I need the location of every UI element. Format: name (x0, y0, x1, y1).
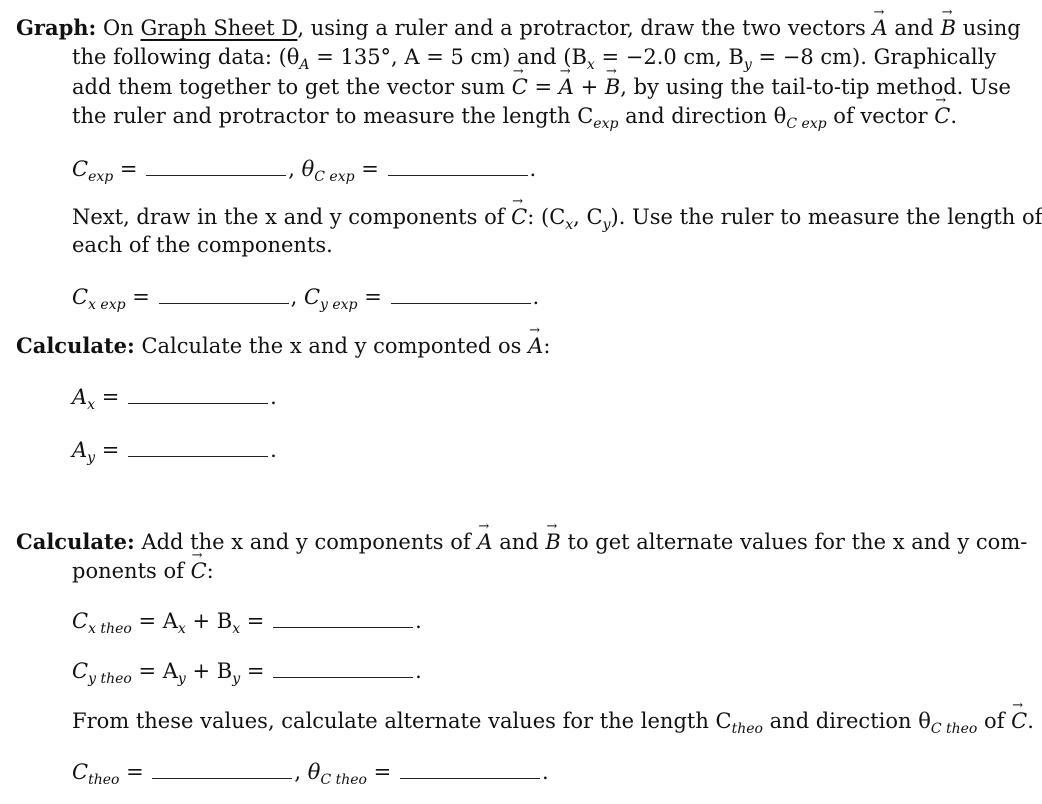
rhs-ay: = A (138, 659, 178, 683)
text-each-component: each of the components. (72, 233, 333, 257)
ax-answer-field[interactable] (128, 383, 268, 404)
sub-x: x (232, 621, 241, 637)
answer-row-ax (72, 382, 277, 412)
eq: = (101, 385, 120, 409)
calculate-label: Calculate: (16, 333, 135, 358)
data-magnitude: = 135°, A = 5 cm) and (B (309, 45, 587, 69)
answer-row-components-exp (72, 282, 539, 312)
sub-x-exp: x exp (88, 297, 126, 313)
sub-a: A (299, 57, 310, 73)
cx-theo-answer-field[interactable] (273, 607, 413, 628)
data-bx: = −2.0 cm, B (594, 45, 744, 69)
colon: : (206, 559, 214, 583)
text-direction: and direction θ (618, 104, 787, 128)
vector-b: B → (941, 13, 956, 43)
eq: = (364, 285, 382, 309)
c-label: C (72, 609, 89, 633)
sub-theo: theo (731, 721, 763, 737)
text-on: On (103, 16, 134, 40)
vector-b: B → (545, 527, 560, 557)
eq: = (119, 157, 138, 181)
c-theo-answer-field[interactable] (152, 758, 292, 779)
c-label: C (72, 285, 89, 309)
theta-label: θ (307, 760, 321, 784)
answer-row-c-exp (72, 154, 536, 184)
vector-c: C → (1011, 706, 1027, 736)
rhs-ax: = A (138, 609, 178, 633)
sub-y: y (743, 57, 752, 73)
vector-b: B → (605, 72, 620, 102)
eq: = (373, 760, 392, 784)
vector-a: A → (559, 72, 574, 102)
graph-instruction-line-2 (72, 42, 996, 72)
text-measure: the ruler and protractor to measure the length C (72, 104, 594, 128)
calculate-a-components (16, 331, 550, 361)
sub-x: x (177, 621, 186, 637)
period: . (541, 760, 549, 784)
text-cy: , C (573, 205, 603, 229)
sub-y: y (177, 671, 186, 687)
vector-c: C → (934, 101, 950, 131)
theta-c-exp-answer-field[interactable] (388, 155, 528, 176)
eq: = (527, 75, 559, 99)
text-final-length: From these values, calculate alternate values for the length C (72, 709, 732, 733)
sub-x-theo: x theo (88, 621, 132, 637)
calculate-c-theo-line-2 (72, 556, 214, 586)
eq: = (361, 157, 379, 181)
text-vector-sum: add them together to get the vector sum (72, 75, 505, 99)
c-label: C (72, 760, 89, 784)
c-label: C (303, 285, 321, 309)
eq: = (132, 285, 150, 309)
theta-c-theo-answer-field[interactable] (400, 758, 540, 779)
text-of: of (977, 709, 1005, 733)
vector-c: C → (512, 72, 528, 102)
text-components: Next, draw in the x and y components of (72, 205, 505, 229)
period: . (270, 385, 277, 409)
sub-y: y (232, 671, 241, 687)
comma: , (288, 157, 295, 181)
vector-a: A → (873, 13, 888, 43)
period: . (415, 659, 422, 683)
sub-c-exp: C exp (786, 116, 827, 132)
text-using: using (962, 16, 1021, 40)
sub-x: x (87, 397, 96, 413)
graph-instruction-line-1 (16, 13, 1021, 43)
period: . (415, 609, 422, 633)
ay-label: A (72, 438, 88, 462)
sub-exp: exp (593, 116, 619, 132)
text-and: and (499, 530, 539, 554)
calculate-c-theo-line-1 (16, 527, 1027, 557)
comma: , (290, 285, 298, 309)
c-label: C (72, 157, 89, 181)
vector-a: A → (528, 331, 543, 361)
plus: + (573, 75, 605, 99)
plus-bx: + B (185, 609, 233, 633)
ay-answer-field[interactable] (128, 436, 268, 457)
text-calculate-a: Calculate the x and y componted os (141, 334, 522, 358)
sub-y: y (87, 450, 96, 466)
vector-c: C → (511, 202, 527, 232)
answer-row-ay (72, 435, 277, 465)
answer-row-c-theo (72, 757, 549, 787)
graph-label: Graph: (16, 15, 97, 40)
cy-exp-answer-field[interactable] (391, 283, 531, 304)
period: . (532, 285, 540, 309)
ax-label: A (72, 385, 88, 409)
components-line-1 (72, 202, 1042, 232)
eq: = (246, 659, 265, 683)
sub-theo: theo (88, 772, 120, 788)
c-exp-answer-field[interactable] (146, 155, 286, 176)
period: . (529, 157, 537, 181)
text-cx: : (C (527, 205, 566, 229)
text-measure-length: ). Use the ruler to measure the length of (610, 205, 1042, 229)
calculate-label: Calculate: (16, 529, 135, 554)
eq: = (101, 438, 120, 462)
comma: , (294, 760, 302, 784)
components-line-2 (72, 230, 333, 260)
text-components-of: ponents of (72, 559, 184, 583)
sub-y-theo: y theo (88, 671, 132, 687)
final-instruction (72, 706, 1034, 736)
text-and: and (894, 16, 934, 40)
period: . (270, 438, 277, 462)
data-by: = −8 cm). Graphically (751, 45, 997, 69)
text-of-vector: of vector (826, 104, 928, 128)
sub-exp: exp (88, 169, 114, 185)
vector-c: C → (191, 556, 207, 586)
text-alternate-values: to get alternate values for the x and y com- (567, 530, 1028, 554)
eq: = (246, 609, 265, 633)
answer-row-cy-theo (72, 656, 422, 686)
sub-c-theo: C theo (320, 772, 367, 788)
sub-y: y (602, 217, 611, 233)
text-add-components: Add the x and y components of (141, 530, 471, 554)
text-tail-to-tip: , by using the tail-to-tip method. Use (620, 75, 1011, 99)
graph-text-rest: , using a ruler and a protractor, draw the two vectors (297, 16, 866, 40)
sub-x: x (565, 217, 574, 233)
vector-a: A → (477, 527, 492, 557)
sub-c-theo: C theo (930, 721, 978, 737)
cy-theo-answer-field[interactable] (273, 657, 413, 678)
plus-by: + B (185, 659, 233, 683)
c-label: C (72, 659, 89, 683)
graph-instruction-line-3 (72, 72, 1011, 102)
text-final-direction: and direction θ (762, 709, 931, 733)
sub-x: x (586, 57, 595, 73)
sub-c-exp: C exp (314, 169, 355, 185)
graph-instruction-line-4 (72, 101, 957, 131)
period: . (1027, 709, 1034, 733)
graph-sheet-reference: Graph Sheet D (140, 16, 298, 40)
answer-row-cx-theo (72, 606, 422, 636)
sub-y-exp: y exp (320, 297, 358, 313)
data-theta: the following data: (θ (72, 45, 300, 69)
cx-exp-answer-field[interactable] (159, 283, 289, 304)
colon: : (543, 334, 551, 358)
period: . (950, 104, 958, 128)
theta-label: θ (301, 157, 315, 181)
eq: = (126, 760, 144, 784)
